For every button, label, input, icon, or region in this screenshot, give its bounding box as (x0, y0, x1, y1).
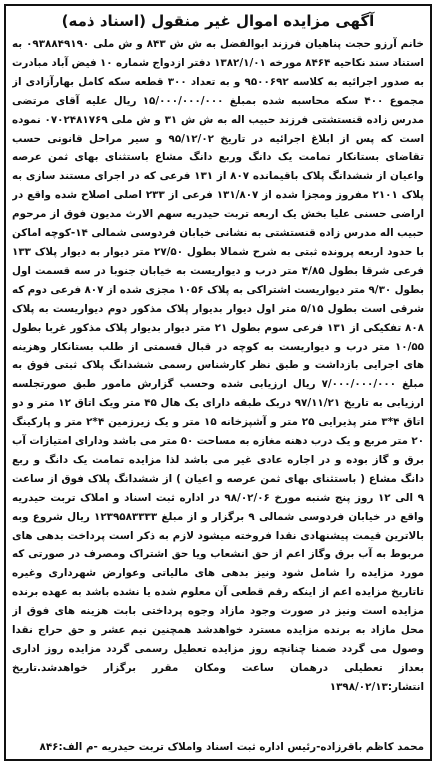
notice-title: آگهی مزایده اموال غیر منقول (اسناد ذمه) (61, 12, 375, 30)
notice-signature: محمد کاظم باقرزاده-رئیس اداره ثبت اسناد واملاک تربت حیدریه -م الف:۸۴۶ (39, 741, 424, 753)
notice-body-text: خانم آرزو حجت پناهیان فرزند ابوالفضل به ش ش ۸۴۳ و ش ملی ۰۹۳۸۸۴۹۱۹۰ به استناد سند نکاحیه ۸۴۶۴ مورخه ۱۳۸۲/۱/۰۱ دفتر ازدواج شماره ۱۰ فیض آباد مبادرت به صدور اجرائیه به کلاسه ۹۵۰۰۶۹۲ و به تعداد ۳۰۰ قطعه سکه کامل بهارآزادی از مجموع ۴۰۰ سکه محاسبه شده بمبلغ ۱۵/۰۰۰/۰۰۰/۰۰۰ ریال علیه آقای مرتضی مدرس زاده قنستشتی فرزند حبیب اله به ش ش ۳۱ و ش ملی ۰۷۰۲۴۸۱۷۶۹ نموده است که پس از ابلاغ اجرائیه در تاریخ ۹۵/۱۲/۰۲ و سیر مراحل قانونی حسب تقاضای بستانکار تمامت یک دانگ وربع دانگ مشاع باستثنای بهای ثمن عرصه واعیان از ششدانگ پلاک باقیمانده ۸۰۷ از ۱۳۱ فرعی که در اجرای مستند سازی به پلاک ۲۱۰۱ مفروز ومجزا شده از ۱۳۱/۸۰۷ فرعی از ۲۳۳ اصلی اصلاح شده واقع در اراضی حسنی علیا بخش یک اربعه تربت حیدریه سهم الارث مدیون فوق از مرحوم حبیب اله مدرس زاده قنستشتی به نشانی خیابان فردوسی شمالی ۱۴-کوچه اماکن با حدود اربعه پرونده ثبتی به شرح شمالا بطول ۲۷/۵۰ متر دیوار به دیوار پلاک ۱۳۳ فرعی شرقا بطول ۴/۸۵ متر درب و دیواریست به خیابان جنوبا در سه قسمت اول بطول ۹/۳۰ متر دیواریست اشتراکی به پلاک ۱۰۵۶ مجزی شده از ۸۰۷ فرعی دوم که شرقی است بطول ۵/۱۵ متر اول دیوار بدیوار پلاک مذکور دوم دیواریست به پلاک ۸۰۸ تفکیکی از ۱۳۱ فرعی سوم بطول ۲۱ متر دیوار بدیوار پلاک مذکور غربا بطول ۱۰/۵۵ متر درب و دیواریست به کوچه در قبال قسمتی از طلب بستانکار وهزینه های اجرایی بازداشت و طبق نظر کارشناس رسمی ششدانگ پلاک ثبتی فوق به مبلغ ۷/۰۰۰/۰۰۰/۰۰۰ ریال ارزیابی شده وحسب گزارش مامور طبق صورتجلسه ارزیابی به تاریخ ۹۷/۱۱/۲۱ دربک طبقه دارای یک هال ۴۵ متر ویک اتاق ۱۲ متر و دو اتاق ۴*۳ متر پذیرایی ۲۵ متر و آشپزخانه ۱۵ متر و یک زیرزمین ۴*۲ متر و پارکینگ ۲۰ متر مربع و یک درب دهنه مغازه به مساحت ۵۰ متر می باشد ودارای امتیازات آب برق و گاز بوده و در اجاره عادی غیر می باشد لذا مزایده تمامت یک دانگ و ربع دانگ مشاع ( باستثنای بهای ثمن عرصه و اعیان ) از ششدانگ پلاک فوق از ساعت ۹ الی ۱۲ روز پنج شنبه مورخ ۹۸/۰۲/۰۶ در اداره ثبت اسناد و املاک تربت حیدریه واقع در خیابان فردوسی شمالی ۹ برگزار و از مبلغ ۱۲۳۹۵۸۳۳۳۳ ریال شروع وبه بالاترین قیمت پیشنهادی نقدا فروخته میشود لازم به ذکر است پرداخت بدهی های مربوط به آب برق وگاز اعم از حق انشعاب ویا حق اشتراک ومصرف در صورتی که مورد مزایده را شامل شود ونیز بدهی های مالیاتی وعوارض شهرداری وغیره تاتاریخ مزایده اعم از اینکه رقم قطعی آن معلوم شده یا نشده باشد به عهده برنده مزایده است ونیز در صورت وجود مازاد وجوه پرداختی بابت هزینه های فوق از محل مازاد به برنده مزایده مسترد خواهدشد همچنین نیم عشر و حق حراج نقدا وصول می گردد ضمنا چنانچه روز مزایده تعطیل رسمی گردد مزایده روز اداری بعداز تعطیلی درهمان ساعت ومکان مقرر برگزار خواهدشد.تاریخ انتشار:۱۳۹۸/۰۲/۱۳ (12, 38, 424, 693)
notice-frame (4, 4, 432, 761)
